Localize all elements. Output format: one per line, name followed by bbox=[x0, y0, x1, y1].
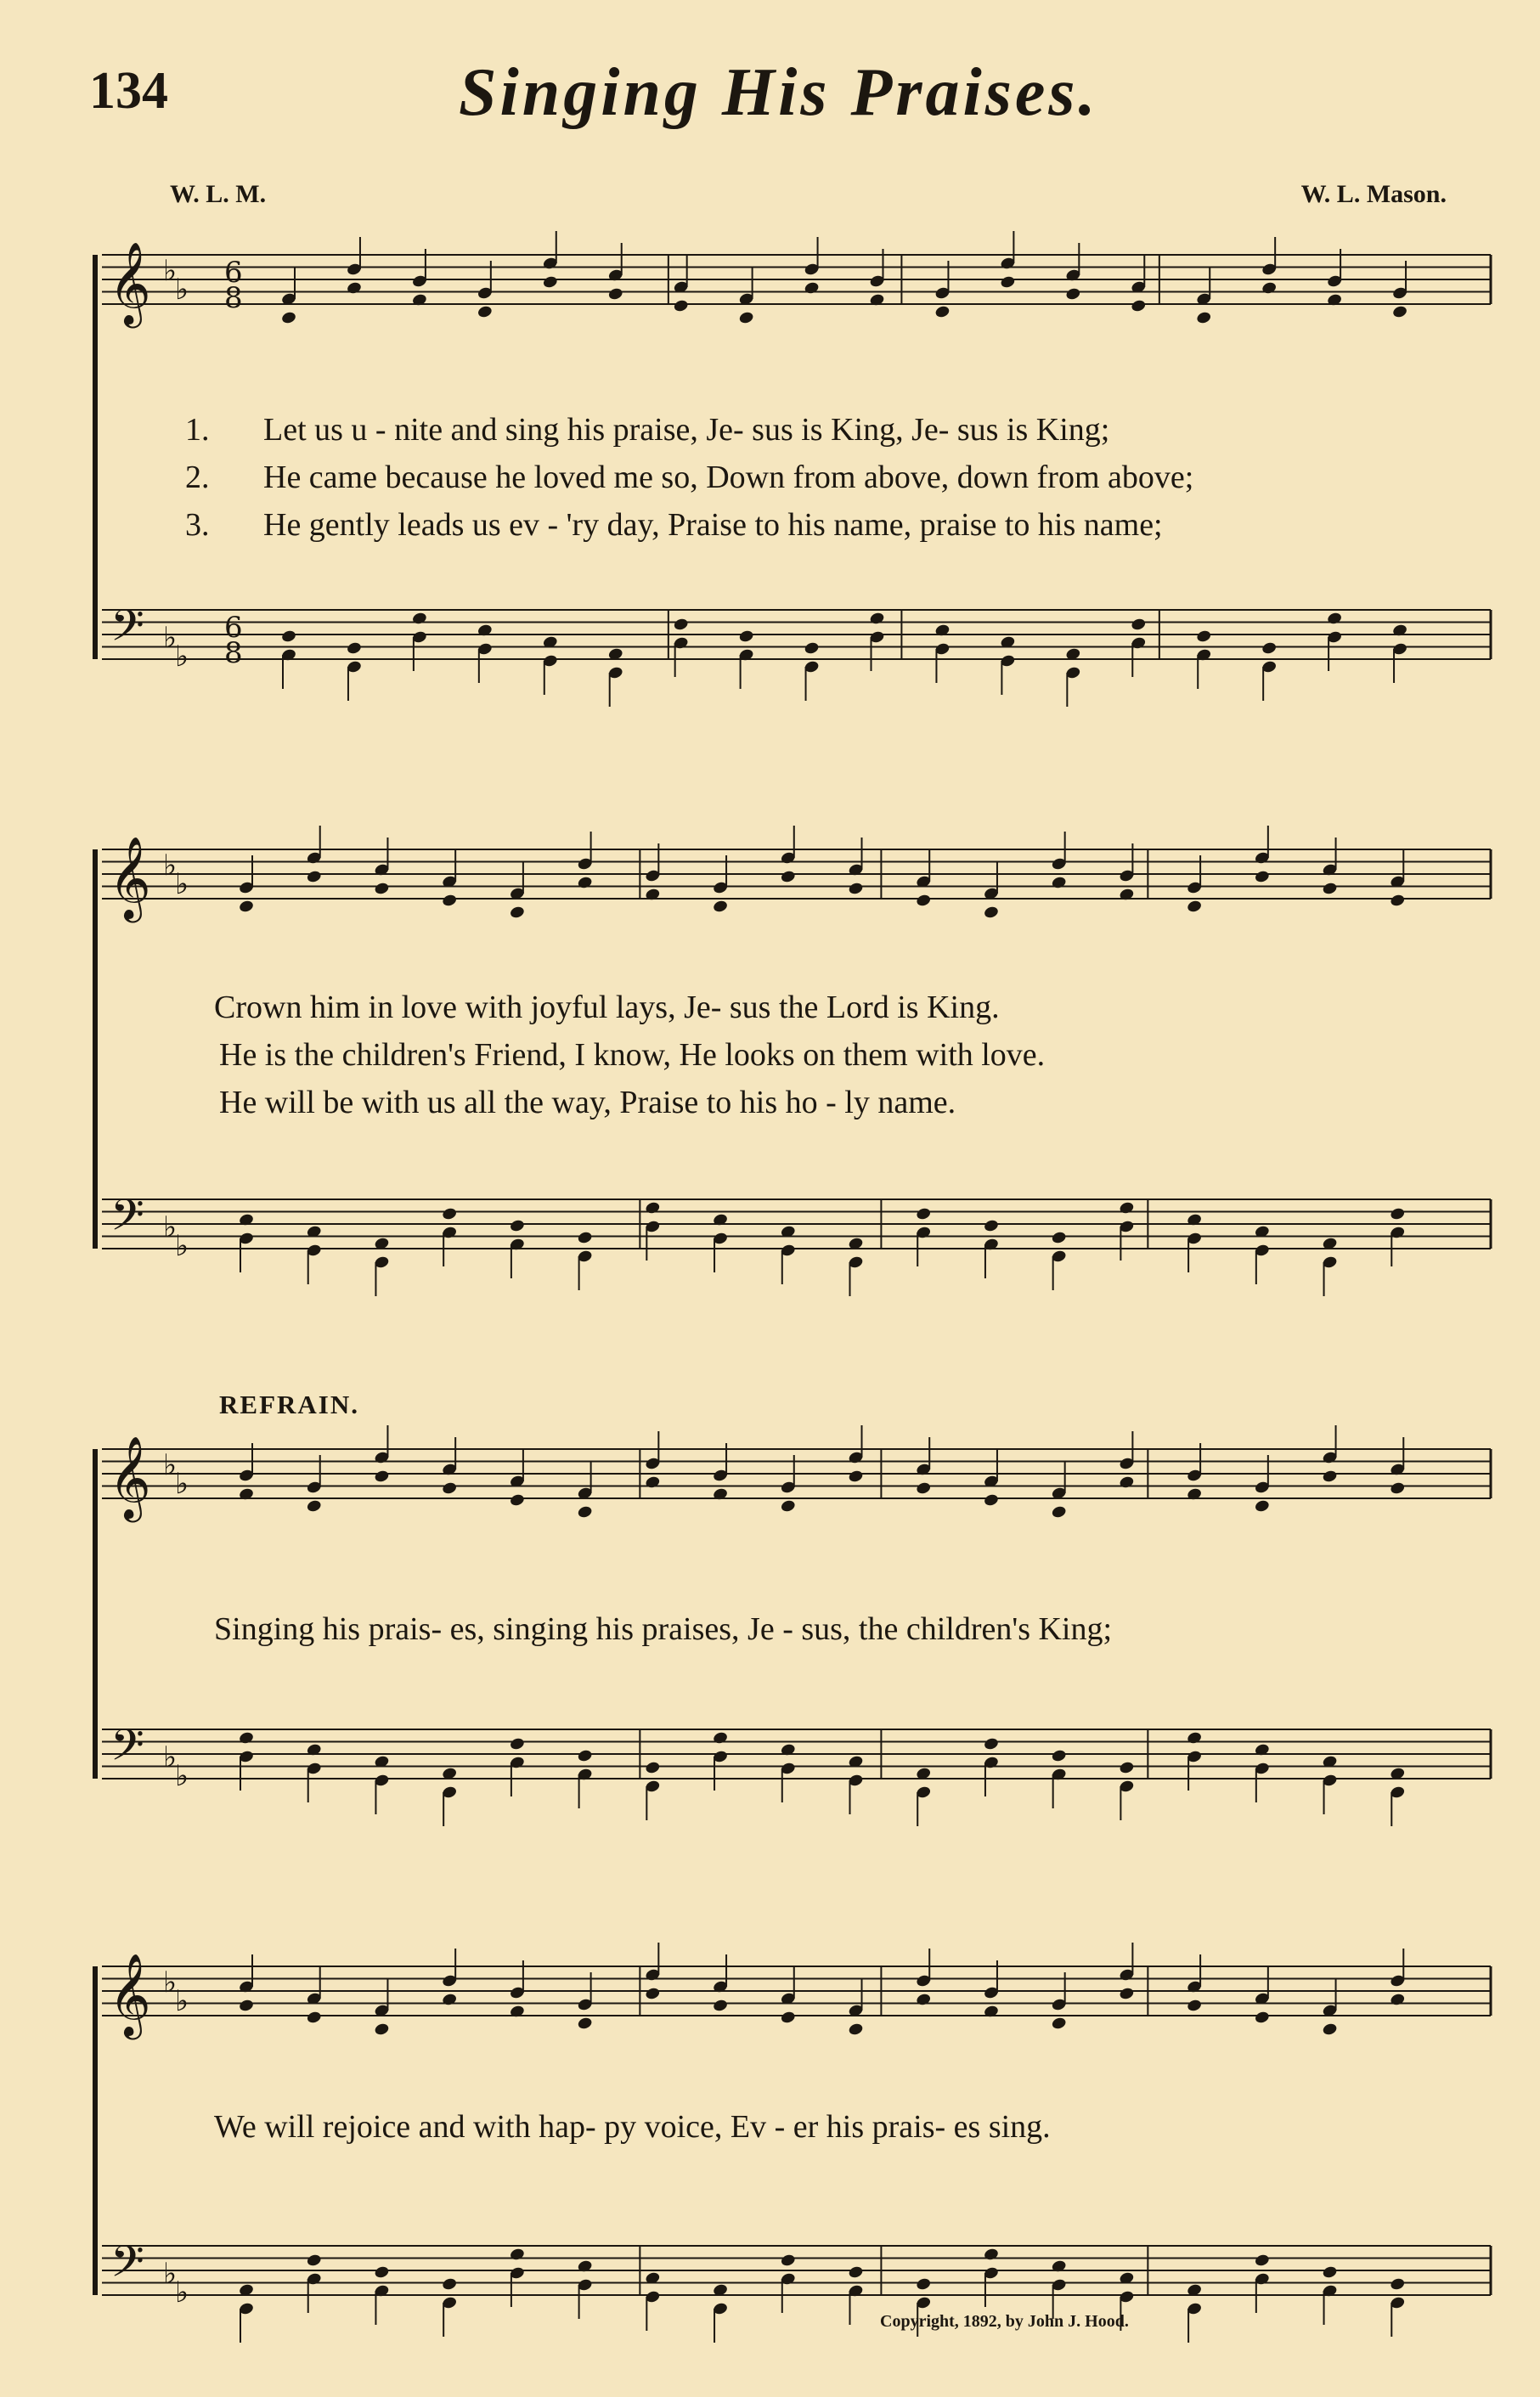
note-head bbox=[509, 1737, 525, 1751]
note-head bbox=[442, 1481, 458, 1496]
note-head bbox=[306, 870, 322, 884]
note-head bbox=[1322, 1469, 1338, 1484]
note-head bbox=[983, 905, 999, 920]
note-head bbox=[738, 311, 754, 325]
flat-sign: ♭ bbox=[175, 273, 189, 307]
flat-sign: ♭ bbox=[175, 1467, 189, 1501]
flat-sign: ♭ bbox=[175, 2276, 189, 2310]
time-signature-bottom: 8 bbox=[224, 636, 243, 670]
note-head bbox=[645, 1987, 661, 2001]
verse-number: 3. bbox=[185, 507, 210, 543]
note-head bbox=[848, 2265, 864, 2280]
note-head bbox=[712, 1731, 728, 1746]
note-head bbox=[645, 1761, 661, 1775]
note-head bbox=[280, 629, 296, 644]
note-head bbox=[804, 641, 820, 656]
note-head bbox=[280, 311, 296, 325]
note-head bbox=[916, 1481, 932, 1496]
note-head bbox=[1391, 305, 1407, 319]
note-head bbox=[306, 1499, 322, 1514]
note-head bbox=[673, 618, 689, 632]
time-signature-bottom: 8 bbox=[224, 281, 243, 315]
note-head bbox=[712, 900, 728, 914]
treble-clef: 𝄞 bbox=[109, 1953, 151, 2036]
note-head bbox=[1254, 2011, 1270, 2025]
bass-clef: 𝄢 bbox=[110, 2236, 144, 2298]
time-signature-top: 6 bbox=[224, 611, 243, 645]
note-head bbox=[1390, 1481, 1406, 1496]
note-head bbox=[238, 900, 254, 914]
note-head bbox=[306, 2253, 322, 2268]
note-head bbox=[804, 281, 820, 296]
note-head bbox=[1196, 311, 1212, 325]
note-head bbox=[411, 612, 427, 626]
verse-1-line-1: Let us u - nite and sing his praise, Je- sus is King, Je- sus is King; bbox=[263, 412, 1110, 448]
note-head bbox=[848, 1469, 864, 1484]
flat-sign: ♭ bbox=[163, 1966, 178, 1999]
hymn-title: Singing His Praises. bbox=[459, 55, 1099, 130]
note-head bbox=[577, 1505, 593, 1520]
note-head bbox=[983, 1493, 999, 1508]
note-head bbox=[346, 281, 362, 296]
note-head bbox=[983, 1219, 999, 1233]
note-head bbox=[577, 2016, 593, 2031]
treble-clef: 𝄞 bbox=[109, 241, 151, 324]
note-head bbox=[1051, 2016, 1067, 2031]
lyricist-credit: W. L. M. bbox=[170, 180, 267, 208]
note-head bbox=[1390, 1993, 1406, 2007]
note-head bbox=[780, 1499, 796, 1514]
refrain-line-1: Singing his prais- es, singing his praises, Je - sus, the children's King; bbox=[214, 1611, 1113, 1647]
note-head bbox=[374, 1469, 390, 1484]
note-head bbox=[509, 1493, 525, 1508]
verse-3-line-2: He will be with us all the way, Praise to his ho - ly name. bbox=[219, 1085, 956, 1120]
flat-sign: ♭ bbox=[175, 1759, 189, 1793]
flat-sign: ♭ bbox=[163, 254, 178, 288]
note-head bbox=[374, 2265, 390, 2280]
verse-3-line-1: He gently leads us ev - 'ry day, Praise to his name, praise to his name; bbox=[263, 507, 1163, 543]
flat-sign: ♭ bbox=[175, 640, 189, 674]
note-head bbox=[1051, 1231, 1067, 1245]
verse-2-line-1: He came because he loved me so, Down from above, down from above; bbox=[263, 460, 1194, 495]
note-head bbox=[1254, 870, 1270, 884]
note-head bbox=[1187, 1999, 1203, 2013]
note-head bbox=[1131, 299, 1147, 313]
note-head bbox=[916, 1207, 932, 1221]
note-head bbox=[607, 287, 623, 302]
note-head bbox=[869, 612, 885, 626]
note-head bbox=[577, 876, 593, 890]
treble-clef: 𝄞 bbox=[109, 1435, 151, 1519]
note-head bbox=[934, 305, 951, 319]
note-head bbox=[1051, 876, 1067, 890]
page-number: 134 bbox=[89, 62, 168, 120]
note-head bbox=[848, 2022, 864, 2037]
verse-number: 2. bbox=[185, 460, 210, 495]
bass-clef: 𝄢 bbox=[110, 1719, 144, 1781]
note-head bbox=[1322, 882, 1338, 896]
note-head bbox=[712, 1999, 728, 2013]
note-head bbox=[442, 2277, 458, 2292]
note-head bbox=[1322, 2265, 1338, 2280]
note-head bbox=[509, 905, 525, 920]
note-head bbox=[916, 2277, 932, 2292]
note-head bbox=[346, 641, 362, 656]
flat-sign: ♭ bbox=[175, 1984, 189, 2018]
note-head bbox=[1065, 287, 1081, 302]
note-head bbox=[374, 882, 390, 896]
treble-clef: 𝄞 bbox=[109, 836, 151, 919]
note-head bbox=[477, 305, 493, 319]
flat-sign: ♭ bbox=[163, 2257, 178, 2291]
note-head bbox=[1051, 1505, 1067, 1520]
note-head bbox=[442, 1993, 458, 2007]
note-head bbox=[780, 870, 796, 884]
note-head bbox=[1261, 281, 1278, 296]
note-head bbox=[1196, 629, 1212, 644]
note-head bbox=[1390, 2277, 1406, 2292]
note-head bbox=[1119, 1761, 1135, 1775]
note-head bbox=[509, 2248, 525, 2262]
note-head bbox=[1119, 1475, 1135, 1490]
note-head bbox=[1000, 275, 1016, 290]
note-head bbox=[1119, 1987, 1135, 2001]
flat-sign: ♭ bbox=[175, 867, 189, 901]
copyright-notice: Copyright, 1892, by John J. Hood. bbox=[880, 2312, 1129, 2331]
note-head bbox=[1254, 2253, 1270, 2268]
note-head bbox=[1187, 1731, 1203, 1746]
note-head bbox=[1261, 641, 1278, 656]
note-head bbox=[577, 1231, 593, 1245]
note-head bbox=[848, 882, 864, 896]
note-head bbox=[1254, 1499, 1270, 1514]
note-head bbox=[509, 1219, 525, 1233]
note-head bbox=[983, 2248, 999, 2262]
note-head bbox=[577, 1749, 593, 1763]
note-head bbox=[238, 1999, 254, 2013]
verse-2-line-2: He is the children's Friend, I know, He looks on them with love. bbox=[219, 1037, 1046, 1073]
note-head bbox=[780, 2253, 796, 2268]
note-head bbox=[916, 1993, 932, 2007]
time-signature-top: 6 bbox=[224, 256, 243, 290]
flat-sign: ♭ bbox=[163, 849, 178, 883]
note-head bbox=[1390, 894, 1406, 908]
flat-sign: ♭ bbox=[163, 1210, 178, 1244]
flat-sign: ♭ bbox=[163, 1740, 178, 1774]
note-head bbox=[374, 2022, 390, 2037]
flat-sign: ♭ bbox=[163, 621, 178, 655]
flat-sign: ♭ bbox=[163, 1448, 178, 1482]
composer-credit: W. L. Mason. bbox=[1300, 180, 1447, 208]
note-head bbox=[238, 1731, 254, 1746]
note-head bbox=[1327, 612, 1343, 626]
note-head bbox=[1322, 2022, 1338, 2037]
note-head bbox=[442, 894, 458, 908]
note-head bbox=[916, 894, 932, 908]
bass-clef: 𝄢 bbox=[110, 600, 144, 662]
refrain-label: REFRAIN. bbox=[219, 1390, 359, 1419]
note-head bbox=[1131, 618, 1147, 632]
flat-sign: ♭ bbox=[175, 1229, 189, 1263]
note-head bbox=[1187, 900, 1203, 914]
note-head bbox=[1119, 1201, 1135, 1215]
note-head bbox=[673, 299, 689, 313]
note-head bbox=[442, 1207, 458, 1221]
note-head bbox=[306, 2011, 322, 2025]
note-head bbox=[542, 275, 558, 290]
note-head bbox=[1390, 1207, 1406, 1221]
verse-1-line-2: Crown him in love with joyful lays, Je- sus the Lord is King. bbox=[214, 990, 1000, 1025]
verse-number: 1. bbox=[185, 412, 210, 448]
note-head bbox=[780, 2011, 796, 2025]
note-head bbox=[645, 1201, 661, 1215]
note-head bbox=[1051, 1749, 1067, 1763]
note-head bbox=[645, 1475, 661, 1490]
refrain-line-2: We will rejoice and with hap- py voice, Ev - er his prais- es sing. bbox=[214, 2109, 1051, 2145]
bass-clef: 𝄢 bbox=[110, 1189, 144, 1251]
note-head bbox=[738, 629, 754, 644]
note-head bbox=[983, 1737, 999, 1751]
